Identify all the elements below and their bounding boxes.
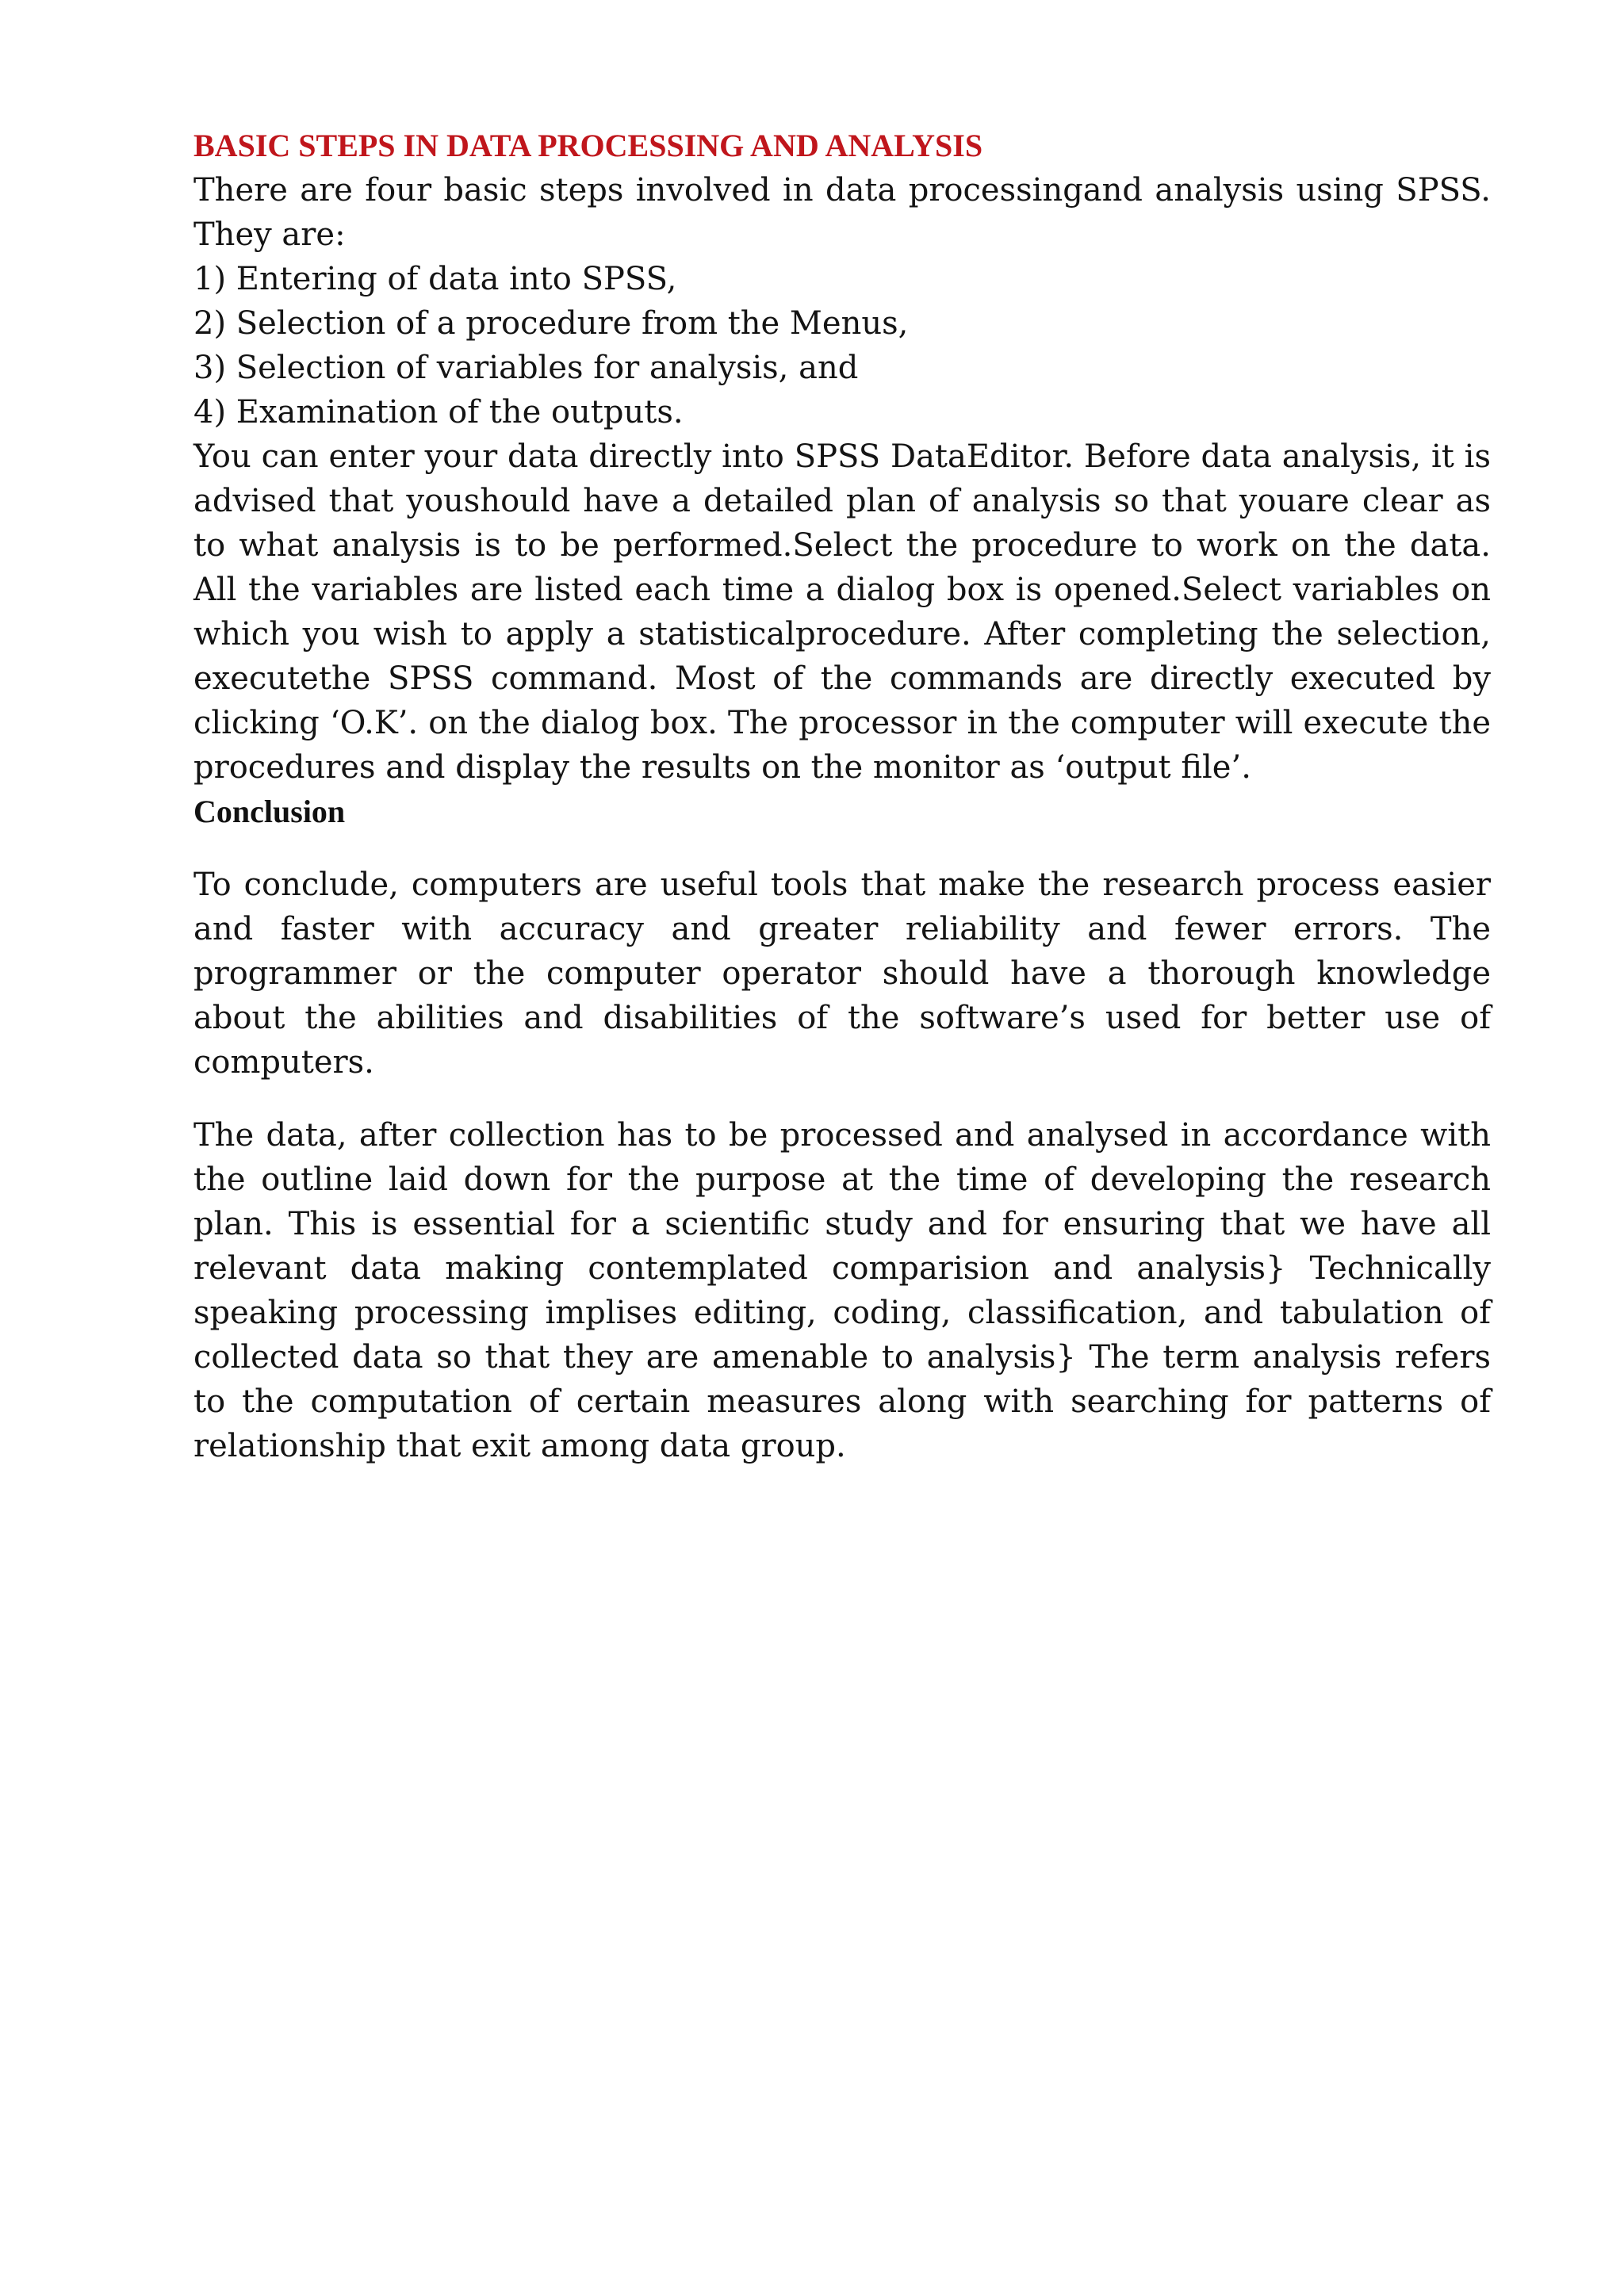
spacer: [193, 834, 1491, 863]
steps-list: [193, 257, 1491, 434]
step-item: 1) Entering of data into SPSS,: [193, 261, 677, 297]
step-item: 4) Examination of the outputs.: [193, 394, 684, 430]
conclusion-paragraph-2: The data, after collection has to be processed and analysed in accordance with the outline laid down for the purpose at the time of developing the research plan. This is essential for a scientific study and for ensuring that we have all relevant data making contemplated comparision and analysis} Technically speaking processing implises editing, coding, classification, and tabulation of collected data so that they are amenable to analysis} The term analysis refers to the computation of certain measures along with searching for patterns of relationship that exit among data group.: [193, 1117, 1491, 1464]
step-item: 3) Selection of variables for analysis, and: [193, 350, 859, 386]
section-title: BASIC STEPS IN DATA PROCESSING AND ANALYSIS: [193, 128, 983, 163]
document-page: [193, 124, 1491, 1468]
conclusion-title: Conclusion: [193, 794, 346, 829]
intro-paragraph: There are four basic steps involved in data processingand analysis using SPSS. They are:: [193, 172, 1491, 253]
conclusion-paragraph-1: To conclude, computers are useful tools that make the research process easier and faster with accuracy and greater reliability and fewer errors. The programmer or the computer operator should have a thorough knowledge about the abilities and disabilities of the software’s used for better use of computers.: [193, 867, 1491, 1081]
spacer: [193, 1085, 1491, 1113]
step-item: 2) Selection of a procedure from the Menus,: [193, 305, 909, 342]
body-paragraph: You can enter your data directly into SPSS DataEditor. Before data analysis, it is advised that youshould have a detailed plan of analysis so that youare clear as to what analysis is to be performed.Select the procedure to work on the data. All the variables are listed each time a dialog box is opened.Select variables on which you wish to apply a statisticalprocedure. After completing the selection, executethe SPSS command. Most of the commands are directly executed by clicking ‘O.K’. on the dialog box. The processor in the computer will execute the procedures and display the results on the monitor as ‘output file’.: [193, 438, 1491, 786]
